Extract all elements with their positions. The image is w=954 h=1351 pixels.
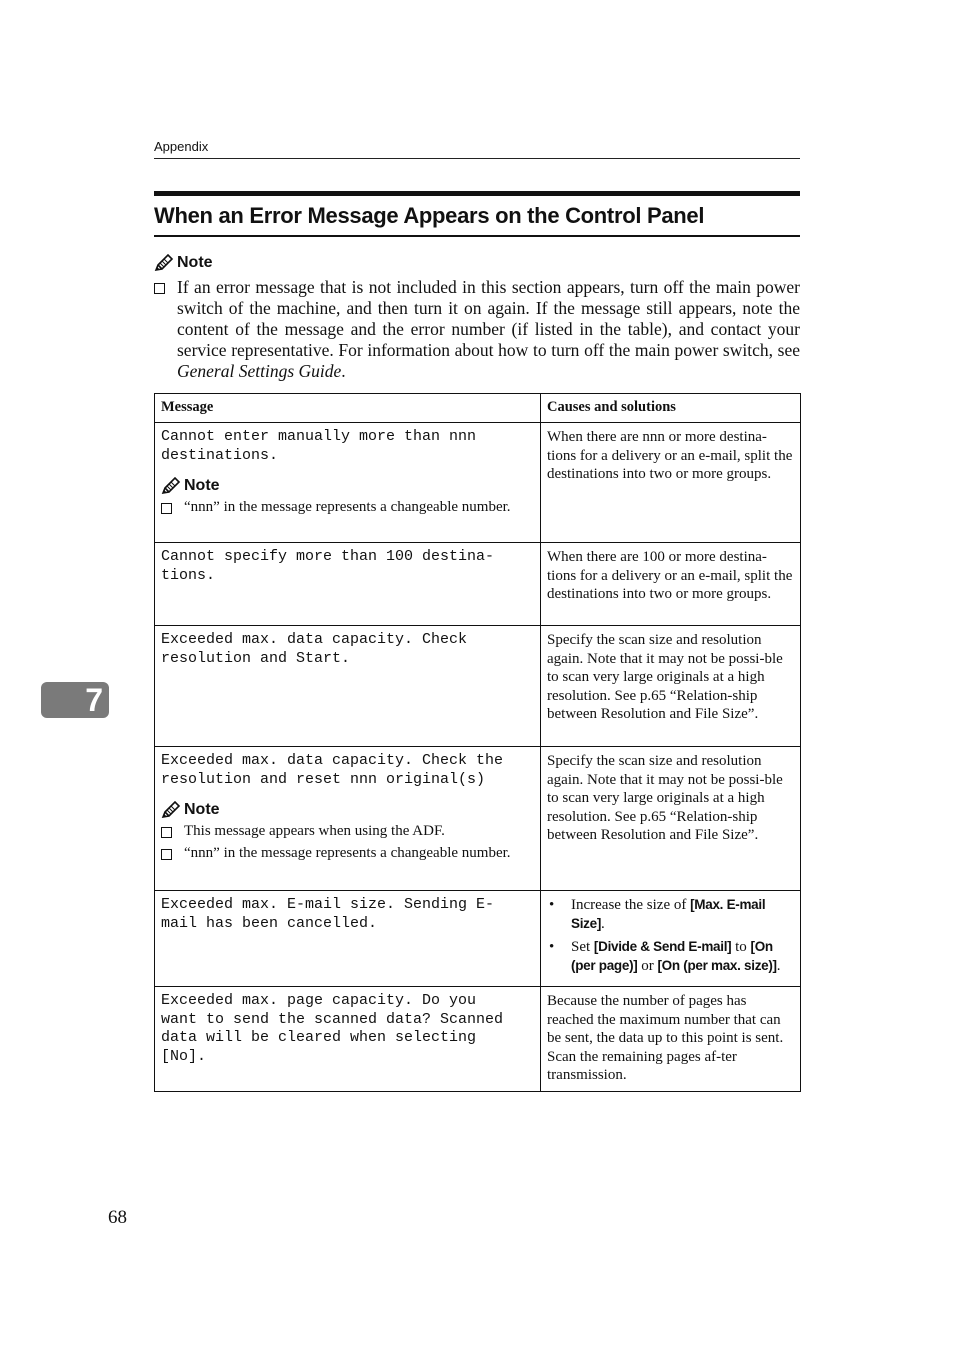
dot-bullet-icon: •: [549, 897, 555, 913]
intro-note: [154, 254, 800, 382]
note-heading: [161, 801, 534, 819]
message-cell: [155, 747, 541, 891]
table-row: [155, 987, 801, 1092]
note-label: Note: [184, 477, 220, 494]
column-header-message: Message: [155, 394, 541, 423]
cause-cell: Specify the scan size and resolution again. Note that it may not be possi-ble to scan very large originals at a high resolution. See p.65 “Relation-ship between Resolution and File Size”.: [541, 747, 801, 891]
note-item: [161, 822, 534, 841]
pencil-note-icon: [154, 254, 174, 272]
table-row: [155, 891, 801, 987]
cause-cell: When there are nnn or more destina-tions for a delivery or an e-mail, split the destinations into two or more groups.: [541, 423, 801, 543]
table-row: [155, 626, 801, 747]
note-label: Note: [184, 801, 220, 818]
message-cell: [155, 423, 541, 543]
error-message-text: Exceeded max. E-mail size. Sending E- mail has been cancelled.: [161, 896, 495, 932]
message-cell: [155, 987, 541, 1092]
column-header-causes: Causes and solutions: [541, 394, 801, 423]
error-message-text: Exceeded max. page capacity. Do you want to send the scanned data? Scanned data will be cleared when selecting [No].: [161, 992, 504, 1065]
error-message-table: [154, 393, 801, 1092]
note-item-text: “nnn” in the message represents a changeable number.: [184, 499, 511, 515]
note-item-text: This message appears when using the ADF.: [184, 823, 445, 839]
doc-reference: General Settings Guide: [177, 361, 342, 381]
message-cell: [155, 891, 541, 987]
setting-key-on-per-page: [On (per page)]: [571, 939, 773, 973]
cause-cell: Specify the scan size and resolution again. Note that it may not be possi-ble to scan very large originals at a high resolution. See p.65 “Relation-ship between Resolution and File Size”.: [541, 626, 801, 747]
setting-key-divide-send: [Divide & Send E-mail]: [593, 939, 732, 954]
chapter-tab: 7: [41, 682, 109, 718]
error-message-text: Cannot specify more than 100 destina- tions.: [161, 548, 495, 584]
error-message-text: Cannot enter manually more than nnn destinations.: [161, 428, 477, 464]
square-bullet-icon: [161, 503, 172, 514]
table-row: [155, 543, 801, 626]
note-item: [161, 844, 534, 863]
note-heading: [161, 477, 534, 495]
cause-list: [547, 896, 794, 975]
table-row: [155, 423, 801, 543]
square-bullet-icon: [161, 827, 172, 838]
table-row: [155, 747, 801, 891]
pencil-note-icon: [161, 801, 181, 819]
note-item: [161, 498, 534, 517]
cause-cell: [541, 891, 801, 987]
table-header-row: [155, 394, 801, 423]
cell-note: [161, 801, 534, 862]
intro-note-text: If an error message that is not included in this section appears, turn off the main power switch of the machine, and then turn it on again. If the message still appears, note the content of the message and the error number (if listed in the table), and contact your service representative. For information about how to turn off the main power switch, see General Settings Guide.: [177, 277, 800, 381]
list-item: • Set [Divide & Send E-mail] to [On (per page)] or [On (per max. size)].: [549, 939, 781, 974]
note-item-text: “nnn” in the message represents a changeable number.: [184, 844, 511, 861]
pencil-note-icon: [161, 477, 181, 495]
note-heading: [154, 254, 800, 272]
dot-bullet-icon: •: [549, 939, 555, 955]
note-label: Note: [177, 254, 213, 271]
intro-note-item: [154, 277, 800, 382]
error-message-text: Exceeded max. data capacity. Check resolution and Start.: [161, 631, 468, 667]
running-head: Appendix: [154, 139, 800, 159]
square-bullet-icon: [154, 283, 165, 294]
setting-key-on-per-max-size: [On (per max. size)]: [657, 957, 777, 973]
square-bullet-icon: [161, 849, 172, 860]
cause-cell: Because the number of pages has reached the maximum number that can be sent, the data up to this point is sent. Scan the remaining pages af-ter transmission.: [541, 987, 801, 1092]
error-message-text: Exceeded max. data capacity. Check the resolution and reset nnn original(s): [161, 752, 504, 788]
message-cell: [155, 543, 541, 626]
cell-note: [161, 477, 534, 517]
cause-cell: When there are 100 or more destina-tions for a delivery or an e-mail, split the destinations into two or more groups.: [541, 543, 801, 626]
page-number: 68: [108, 1207, 127, 1228]
message-cell: [155, 626, 541, 747]
setting-key-max-email-size: [Max. E-mail Size]: [571, 897, 766, 931]
list-item: • Increase the size of [Max. E-mail Size].: [549, 897, 766, 932]
section-title: When an Error Message Appears on the Control Panel: [154, 191, 800, 237]
